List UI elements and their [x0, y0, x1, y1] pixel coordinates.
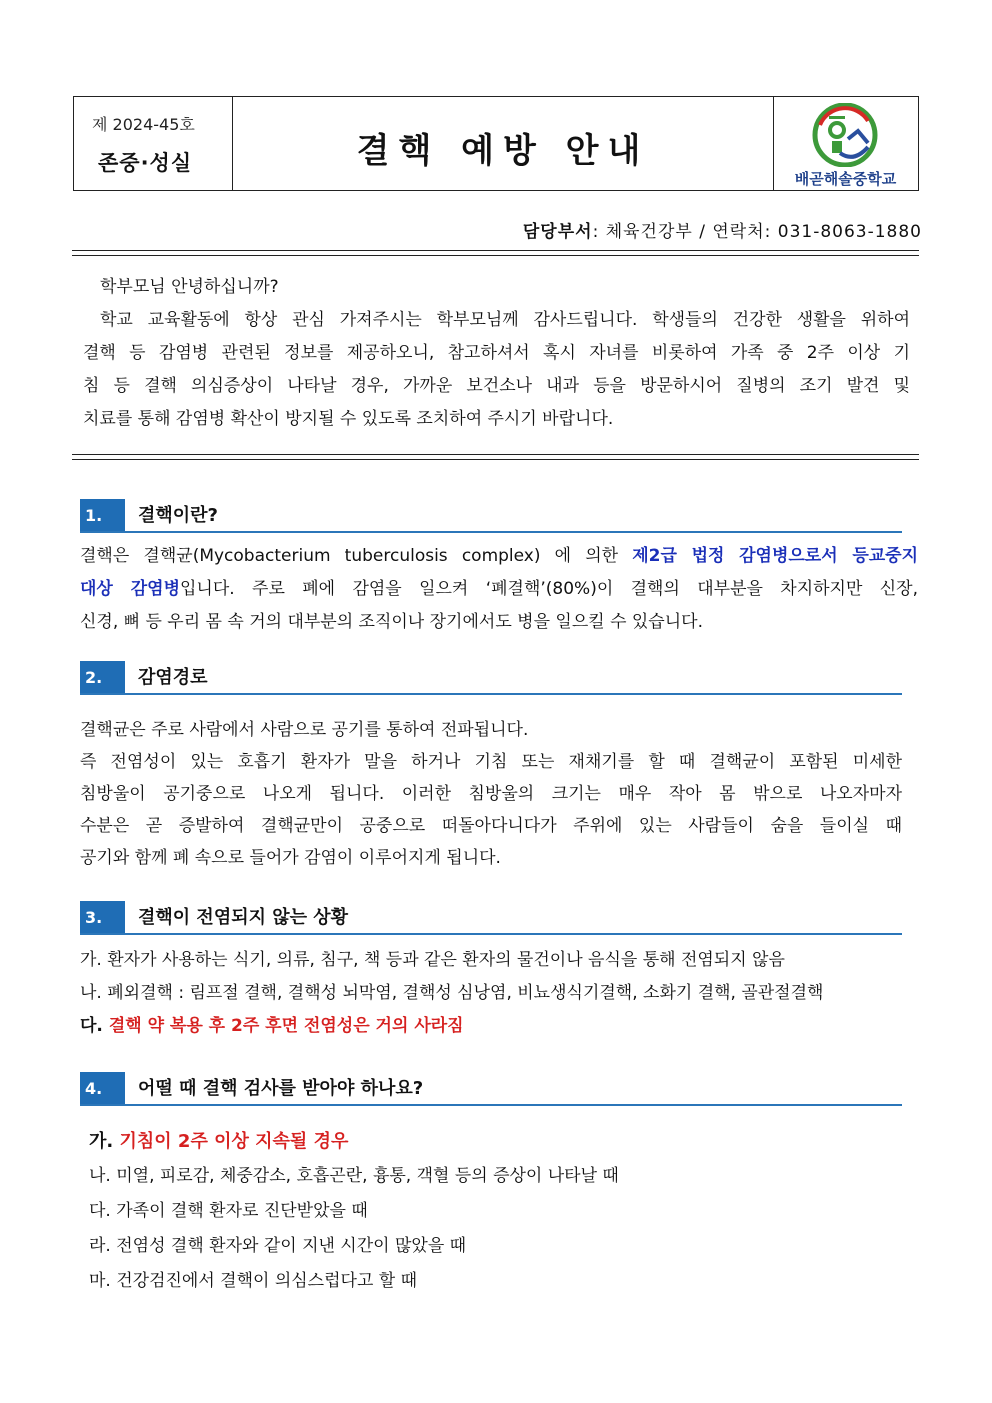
body-line: 결핵균은 주로 사람에서 사람으로 공기를 통하여 전파됩니다.: [80, 720, 529, 740]
body-line: 공기와 함께 폐 속으로 들어가 감염이 이루어지게 됩니다.: [80, 848, 501, 868]
divider-top: [72, 250, 919, 256]
section-heading-2: [80, 661, 902, 695]
body-line: [80, 540, 918, 573]
list-item: 가. 환자가 사용하는 식기, 의류, 침구, 책 등과 같은 환자의 물건이나 음식을 통해 전염되지 않음: [80, 950, 785, 970]
list-item: 마. 건강검진에서 결핵이 의심스럽다고 할 때: [89, 1271, 418, 1291]
section-number: 1.: [80, 499, 125, 531]
section-number: 3.: [80, 901, 125, 933]
intro-paragraph: [83, 304, 910, 436]
body-line: 신경, 뼈 등 우리 몸 속 거의 대부분의 조직이나 장기에서도 병을 일으킬 수 있습니다.: [80, 612, 703, 632]
section-2-body: [80, 714, 902, 874]
divider-intro: [72, 454, 919, 460]
section-number: 4.: [80, 1072, 125, 1104]
section-title: 결핵이란?: [138, 505, 218, 526]
section-title: 결핵이 전염되지 않는 상황: [138, 907, 349, 928]
list-item: [89, 1124, 909, 1159]
intro-line: 침 등 결핵 의심증상이 나타날 경우, 가까운 보건소나 내과 등을 방문하시어 질병의 조기 발견 및: [83, 376, 910, 396]
section-1-body: [80, 540, 918, 639]
section-heading-4: [80, 1072, 902, 1106]
item-prefix: 다.: [80, 1016, 109, 1036]
list-item: 라. 전염성 결핵 환자와 같이 지낸 시간이 많았을 때: [89, 1236, 467, 1256]
highlight-text: 결핵 약 복용 후 2주 후면 전염성은 거의 사라짐: [108, 1016, 464, 1036]
item-prefix: 가.: [89, 1131, 120, 1152]
school-name: 배곧해솔중학교: [794, 170, 897, 188]
list-item: 나. 폐외결핵 : 림프절 결핵, 결핵성 뇌막염, 결핵성 심낭염, 비뇨생식기결핵, 소화기 결핵, 골관절결핵: [80, 983, 824, 1003]
dept-value: : 체육건강부 /: [592, 222, 713, 242]
body-line: [80, 573, 918, 606]
dept-label: 담당부서: [522, 222, 593, 242]
section-title: 감염경로: [138, 667, 208, 688]
section-3-list: [80, 944, 918, 1043]
intro-line: 학교 교육활동에 항상 관심 가져주시는 학부모님께 감사드립니다. 학생들의 건강한 생활을 위하여: [100, 310, 910, 330]
school-logo-icon: [810, 103, 880, 167]
section-number: 2.: [80, 661, 125, 693]
issue-number: 제 2024-45호: [92, 115, 195, 134]
section-4-list: [89, 1124, 909, 1299]
body-line: 침방울이 공기중으로 나오게 됩니다. 이러한 침방울의 크기는 매우 작아 몸 밖으로 나오자마자: [80, 784, 902, 804]
highlight-text: 기침이 2주 이상 지속될 경우: [119, 1131, 349, 1152]
header-right-cell: [773, 97, 918, 190]
phone-value: : 031-8063-1880: [764, 222, 922, 242]
document-header: [73, 96, 919, 191]
body-text: 결핵은 결핵균(Mycobacterium tuberculosis complex) 에 의한: [80, 546, 633, 566]
body-line: 즉 전염성이 있는 호흡기 환자가 말을 하거나 기침 또는 재채기를 할 때 결핵균이 포함된 미세한: [80, 752, 902, 772]
list-item: [80, 1010, 918, 1043]
list-item: 다. 가족이 결핵 환자로 진단받았을 때: [89, 1201, 368, 1221]
header-left-cell: [74, 97, 233, 190]
list-item: 나. 미열, 피로감, 체중감소, 호흡곤란, 흉통, 객혈 등의 증상이 나타날 때: [89, 1166, 619, 1186]
intro-line: 결핵 등 감염병 관련된 정보를 제공하오니, 참고하셔서 혹시 자녀를 비롯하여 가족 중 2주 이상 기: [83, 343, 910, 363]
body-text: 입니다. 주로 폐에 감염을 일으켜 ‘폐결핵’(80%)이 결핵의 대부분을 차지하지만 신장,: [180, 579, 919, 599]
intro-line: 치료를 통해 감염병 확산이 방지될 수 있도록 조치하여 주시기 바랍니다.: [83, 409, 614, 429]
highlight-text: 대상 감염병: [80, 579, 180, 599]
document-title: 결핵 예방 안내: [356, 131, 650, 171]
highlight-text: 제2급 법정 감염병으로서 등교중지: [632, 546, 919, 566]
section-title: 어떨 때 결핵 검사를 받아야 하나요?: [138, 1078, 424, 1099]
school-motto: 존중·성실: [98, 151, 193, 175]
section-heading-3: [80, 901, 902, 935]
contact-line: [523, 217, 922, 242]
section-heading-1: [80, 499, 902, 533]
body-line: 수분은 곧 증발하여 결핵균만이 공중으로 떠돌아다니다가 주위에 있는 사람들이 숨을 들이실 때: [80, 816, 902, 836]
phone-label: 연락처: [712, 222, 765, 242]
greeting: 학부모님 안녕하십니까?: [100, 277, 279, 297]
